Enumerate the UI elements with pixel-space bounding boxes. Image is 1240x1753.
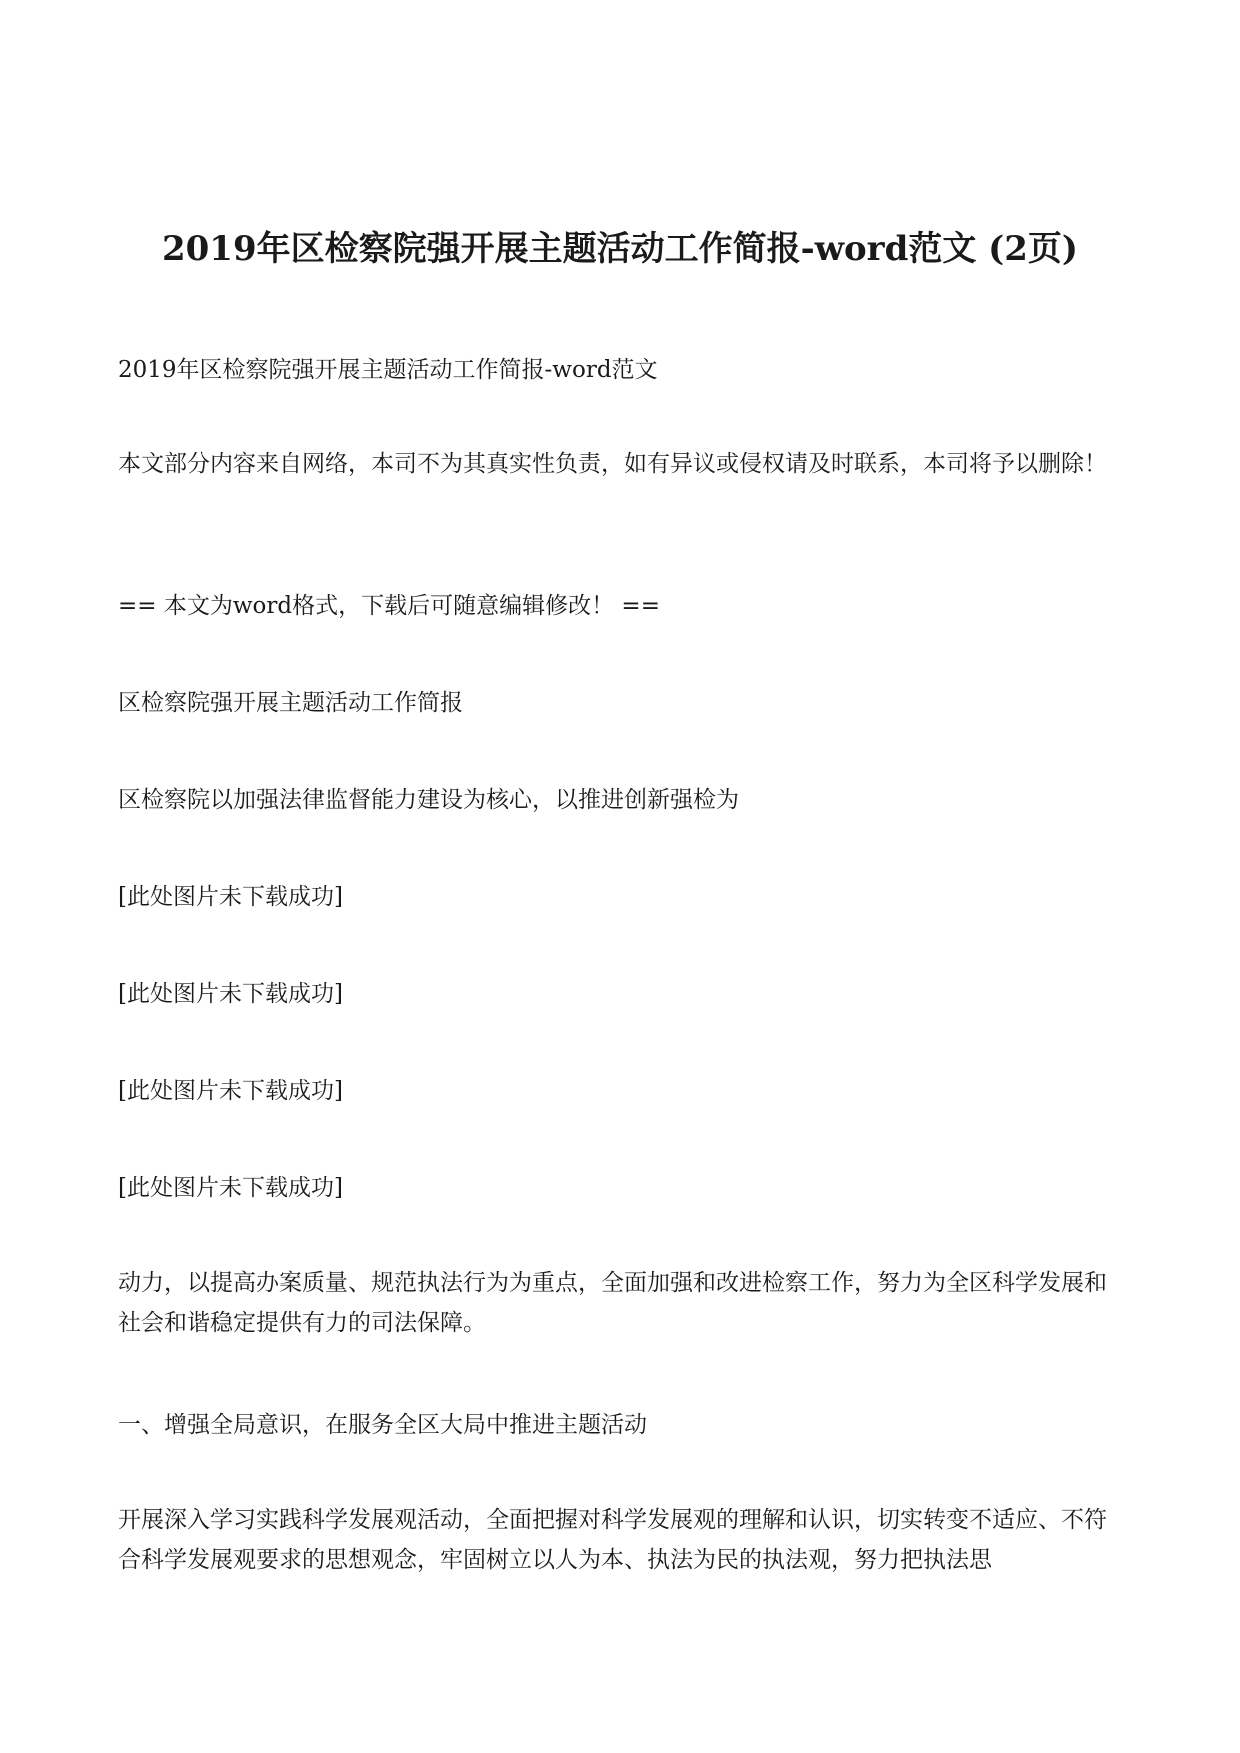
image-placeholder: [此处图片未下载成功]	[118, 884, 343, 910]
paragraph-format-note: == 本文为word格式，下载后可随意编辑修改！ ==	[118, 593, 660, 619]
paragraph-body: 动力，以提高办案质量、规范执法行为为重点，全面加强和改进检察工作，努力为全区科学发展和社会和谐稳定提供有力的司法保障。	[118, 1270, 1107, 1336]
image-placeholder: [此处图片未下载成功]	[118, 981, 343, 1007]
document-title: 2019年区检察院强开展主题活动工作简报-word范文 (2页)	[161, 229, 1079, 269]
image-placeholder: [此处图片未下载成功]	[118, 1175, 343, 1201]
paragraph-heading-1: 一、增强全局意识，在服务全区大局中推进主题活动	[118, 1412, 647, 1438]
paragraph-section-title: 区检察院强开展主题活动工作简报	[118, 690, 463, 716]
paragraph-disclaimer: 本文部分内容来自网络，本司不为其真实性负责，如有异议或侵权请及时联系，本司将予以删除！	[118, 451, 1107, 477]
paragraph-subtitle: 2019年区检察院强开展主题活动工作简报-word范文	[118, 357, 658, 383]
paragraph-body: 开展深入学习实践科学发展观活动，全面把握对科学发展观的理解和认识，切实转变不适应、不符合科学发展观要求的思想观念，牢固树立以人为本、执法为民的执法观，努力把执法思	[118, 1507, 1107, 1573]
paragraph-intro: 区检察院以加强法律监督能力建设为核心，以推进创新强检为	[118, 787, 739, 813]
image-placeholder: [此处图片未下载成功]	[118, 1078, 343, 1104]
